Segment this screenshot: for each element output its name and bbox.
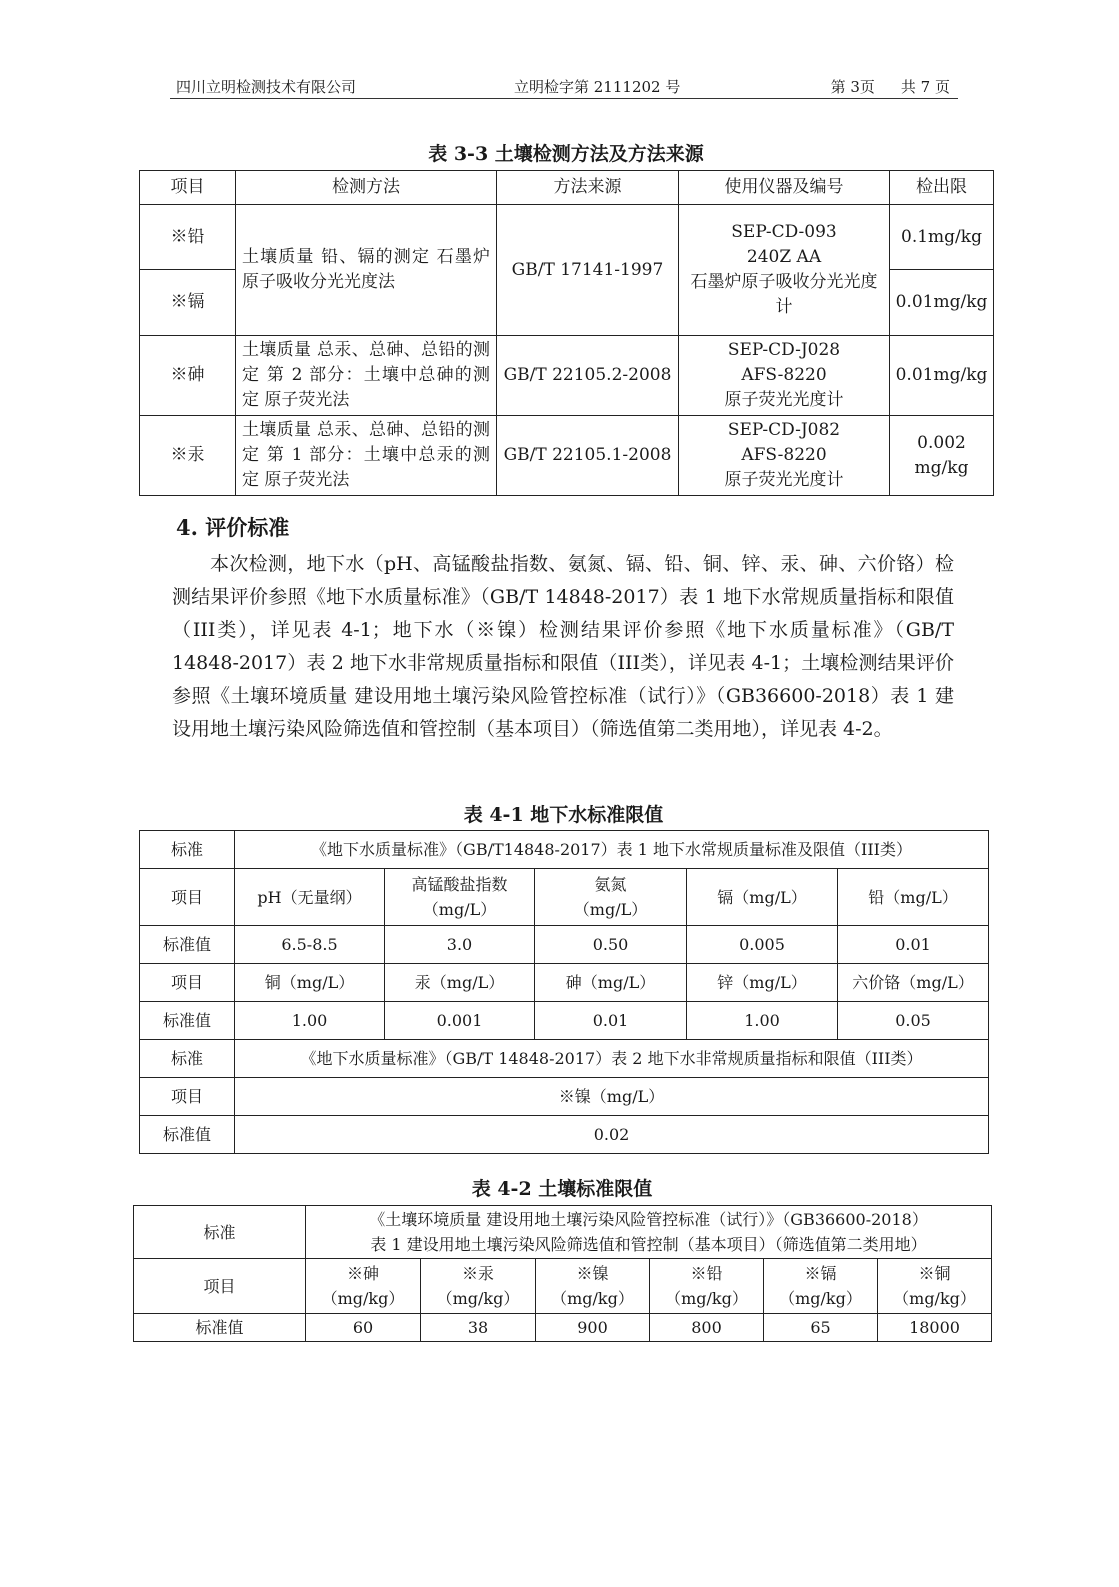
table-header-row — [140, 171, 994, 205]
evaluation-paragraph: 本次检测，地下水（pH、高锰酸盐指数、氨氮、镉、铅、铜、锌、汞、砷、六价铬）检测结果评价参照《地下水质量标准》（GB/T 14848-2017）表 1 地下水常规质量指标和限值（III类），详见表 4-1；地下水（※镍）检测结果评价参照《地下水质量标准》（GB/T 14848-2017）表 2 地下水非常规质量指标和限值（III类），详见表 4-1；土壤检测结果评价参照《土壤环境质量 建设用地土壤污染风险管控标准（试行）》（GB36600-2018）表 1 建设用地土壤污染风险筛选值和管控制（基本项目）（筛选值第二类用地），详见表 4-2。 — [172, 553, 954, 740]
standard-name: 《地下水质量标准》（GB/T 14848-2017）表 2 地下水非常规质量指标和限值（III类） — [235, 1040, 989, 1078]
table-row — [140, 416, 994, 496]
source-cell: GB/T 22105.2-2008 — [497, 336, 679, 416]
item-cell: 锌（mg/L） — [687, 964, 838, 1002]
value-cell: 0.001 — [385, 1002, 535, 1040]
value-label: 标准值 — [134, 1314, 306, 1342]
instrument-cell: SEP-CD-093 240Z AA 石墨炉原子吸收分光光度计 — [679, 205, 890, 336]
value-label: 标准值 — [140, 926, 235, 964]
item-cell: ※镉 — [140, 270, 236, 336]
item-cell: 铜（mg/L） — [235, 964, 385, 1002]
item-cell: ※汞 （mg/kg） — [421, 1259, 536, 1314]
value-cell: 800 — [650, 1314, 764, 1342]
item-cell: pH（无量纲） — [235, 869, 385, 926]
item-cell: 六价铬（mg/L） — [838, 964, 989, 1002]
value-cell: 0.05 — [838, 1002, 989, 1040]
item-cell: ※铅 （mg/kg） — [650, 1259, 764, 1314]
item-cell: ※汞 — [140, 416, 236, 496]
table-4-1 — [139, 830, 989, 1154]
limit-cell: 0.01mg/kg — [890, 336, 994, 416]
value-row — [134, 1314, 992, 1342]
standard-row — [140, 831, 989, 869]
value-cell: 0.005 — [687, 926, 838, 964]
item-cell: ※镍（mg/L） — [235, 1078, 989, 1116]
table-4-2 — [133, 1205, 992, 1342]
item-label: 项目 — [140, 869, 235, 926]
item-cell: 高锰酸盐指数 （mg/L） — [385, 869, 535, 926]
method-cell: 土壤质量 铅、镉的测定 石墨炉原子吸收分光光度法 — [236, 205, 497, 336]
item-row — [140, 869, 989, 926]
value-row — [140, 1116, 989, 1154]
header-cell: 检出限 — [890, 171, 994, 205]
value-row — [140, 926, 989, 964]
header-cell: 项目 — [140, 171, 236, 205]
value-cell: 0.02 — [235, 1116, 989, 1154]
value-cell: 1.00 — [687, 1002, 838, 1040]
item-label: 项目 — [134, 1259, 306, 1314]
source-cell: GB/T 17141-1997 — [497, 205, 679, 336]
item-cell: 砷（mg/L） — [535, 964, 687, 1002]
section-title: 4. 评价标准 — [176, 515, 290, 540]
item-cell: 铅（mg/L） — [838, 869, 989, 926]
table-row — [140, 336, 994, 416]
instrument-cell: SEP-CD-J028 AFS-8220 原子荧光光度计 — [679, 336, 890, 416]
item-cell: 汞（mg/L） — [385, 964, 535, 1002]
item-label: 项目 — [140, 1078, 235, 1116]
method-cell: 土壤质量 总汞、总砷、总铅的测定 第 2 部分：土壤中总砷的测定 原子荧光法 — [236, 336, 497, 416]
value-cell: 0.01 — [535, 1002, 687, 1040]
header-cell: 方法来源 — [497, 171, 679, 205]
standard-row — [140, 1040, 989, 1078]
value-cell: 3.0 — [385, 926, 535, 964]
value-cell: 1.00 — [235, 1002, 385, 1040]
standard-name: 《土壤环境质量 建设用地土壤污染风险管控标准（试行）》（GB36600-2018） 表 1 建设用地土壤污染风险筛选值和管控制（基本项目）（筛选值第二类用地） — [306, 1206, 992, 1259]
method-cell: 土壤质量 总汞、总砷、总铅的测定 第 1 部分：土壤中总汞的测定 原子荧光法 — [236, 416, 497, 496]
value-label: 标准值 — [140, 1116, 235, 1154]
table-4-1-caption: 表 4-1 地下水标准限值 — [463, 804, 664, 826]
item-cell: ※铜 （mg/kg） — [878, 1259, 992, 1314]
table-row — [140, 205, 994, 270]
value-cell: 60 — [306, 1314, 421, 1342]
page-total: 共 7 页 — [900, 78, 950, 96]
item-cell: ※镍 （mg/kg） — [536, 1259, 650, 1314]
item-cell: 氨氮 （mg/L） — [535, 869, 687, 926]
page-number: 第 3页 — [830, 78, 875, 96]
page-indicator — [831, 76, 950, 98]
item-cell: ※铅 — [140, 205, 236, 270]
report-number: 立明检字第 2111202 号 — [514, 78, 681, 96]
value-cell: 900 — [536, 1314, 650, 1342]
table-4-2-caption: 表 4-2 土壤标准限值 — [471, 1178, 653, 1200]
table-3-3-caption: 表 3-3 土壤检测方法及方法来源 — [428, 143, 704, 165]
item-cell: ※镉 （mg/kg） — [764, 1259, 878, 1314]
limit-cell: 0.1mg/kg — [890, 205, 994, 270]
standard-row — [134, 1206, 992, 1259]
value-cell: 0.50 — [535, 926, 687, 964]
item-label: 项目 — [140, 964, 235, 1002]
table-3-3 — [139, 170, 994, 496]
instrument-cell: SEP-CD-J082 AFS-8220 原子荧光光度计 — [679, 416, 890, 496]
item-row — [140, 1078, 989, 1116]
standard-name: 《地下水质量标准》（GB/T14848-2017）表 1 地下水常规质量标准及限值（III类） — [235, 831, 989, 869]
page-header — [170, 76, 958, 99]
limit-cell: 0.01mg/kg — [890, 270, 994, 336]
value-cell: 18000 — [878, 1314, 992, 1342]
standard-label: 标准 — [134, 1206, 306, 1259]
value-cell: 38 — [421, 1314, 536, 1342]
standard-label: 标准 — [140, 1040, 235, 1078]
item-cell: 镉（mg/L） — [687, 869, 838, 926]
source-cell: GB/T 22105.1-2008 — [497, 416, 679, 496]
header-cell: 使用仪器及编号 — [679, 171, 890, 205]
company-name: 四川立明检测技术有限公司 — [176, 78, 357, 96]
value-cell: 65 — [764, 1314, 878, 1342]
item-cell: ※砷 （mg/kg） — [306, 1259, 421, 1314]
limit-cell: 0.002 mg/kg — [890, 416, 994, 496]
value-row — [140, 1002, 989, 1040]
item-row — [140, 964, 989, 1002]
value-label: 标准值 — [140, 1002, 235, 1040]
item-cell: ※砷 — [140, 336, 236, 416]
header-cell: 检测方法 — [236, 171, 497, 205]
item-row — [134, 1259, 992, 1314]
value-cell: 0.01 — [838, 926, 989, 964]
standard-label: 标准 — [140, 831, 235, 869]
value-cell: 6.5-8.5 — [235, 926, 385, 964]
